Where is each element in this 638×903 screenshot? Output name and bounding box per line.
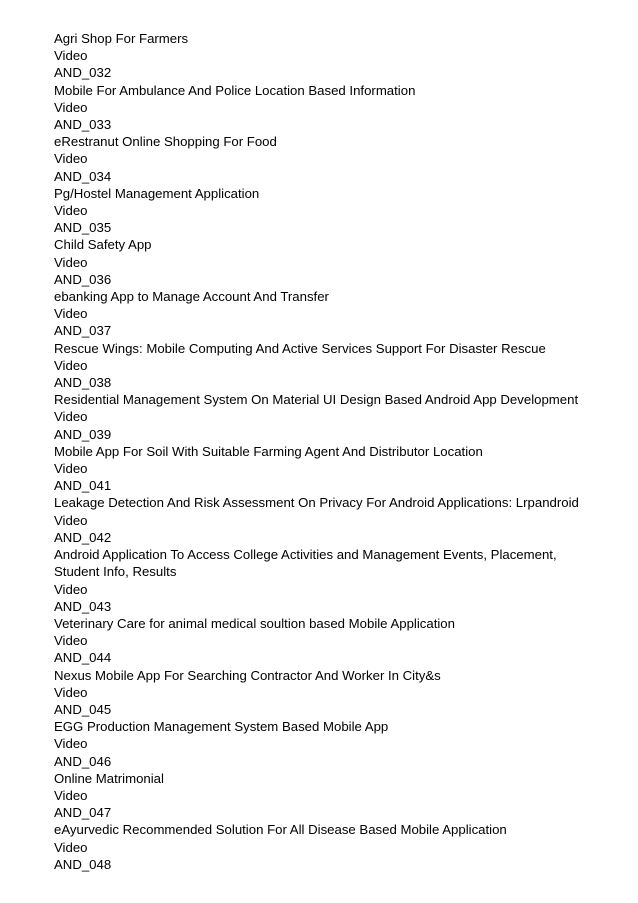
project-code: AND_045: [54, 701, 112, 717]
project-title: eAyurvedic Recommended Solution For All Disease Based Mobile Application: [54, 822, 507, 838]
project-title: Child Safety App: [54, 237, 152, 253]
project-code: AND_043: [54, 598, 112, 614]
video-link[interactable]: Video: [54, 409, 88, 425]
project-code: AND_042: [54, 529, 112, 545]
project-title: Android Application To Access College Activities and Management Events, Placement, Student Info, Results: [54, 547, 557, 580]
project-title: Rescue Wings: Mobile Computing And Active Services Support For Disaster Rescue: [54, 340, 546, 356]
project-code: AND_039: [54, 426, 112, 442]
project-code: AND_033: [54, 117, 112, 133]
project-title: Mobile App For Soil With Suitable Farming Agent And Distributor Location: [54, 443, 483, 459]
project-title: eRestranut Online Shopping For Food: [54, 134, 277, 150]
video-link[interactable]: Video: [54, 203, 88, 219]
project-code: AND_048: [54, 856, 112, 872]
project-code: AND_036: [54, 271, 112, 287]
project-title: Nexus Mobile App For Searching Contractor And Worker In City&s: [54, 667, 441, 683]
video-link[interactable]: Video: [54, 48, 88, 64]
project-title: ebanking App to Manage Account And Transfer: [54, 289, 329, 305]
video-link[interactable]: Video: [54, 99, 88, 115]
project-code: AND_032: [54, 65, 112, 81]
project-title: Residential Management System On Material UI Design Based Android App Development: [54, 392, 579, 408]
project-code: AND_046: [54, 753, 112, 769]
video-link[interactable]: Video: [54, 736, 88, 752]
project-code: AND_044: [54, 650, 112, 666]
document-page: [54, 30, 624, 873]
video-link[interactable]: Video: [54, 461, 88, 477]
video-link[interactable]: Video: [54, 787, 88, 803]
project-code: AND_047: [54, 805, 112, 821]
project-code: AND_035: [54, 220, 112, 236]
video-link[interactable]: Video: [54, 254, 88, 270]
video-link[interactable]: Video: [54, 839, 88, 855]
video-link[interactable]: Video: [54, 151, 88, 167]
project-title: Mobile For Ambulance And Police Location Based Information: [54, 82, 416, 98]
project-title: Online Matrimonial: [54, 770, 164, 786]
project-title: EGG Production Management System Based Mobile App: [54, 719, 389, 735]
video-link[interactable]: Video: [54, 512, 88, 528]
video-link[interactable]: Video: [54, 684, 88, 700]
project-code: AND_038: [54, 375, 112, 391]
project-code: AND_037: [54, 323, 112, 339]
video-link[interactable]: Video: [54, 306, 88, 322]
video-link[interactable]: Video: [54, 633, 88, 649]
project-code: AND_034: [54, 168, 112, 184]
project-title: Pg/Hostel Management Application: [54, 185, 260, 201]
video-link[interactable]: Video: [54, 581, 88, 597]
project-code: AND_041: [54, 478, 112, 494]
project-title: Agri Shop For Farmers: [54, 31, 189, 46]
project-title: Veterinary Care for animal medical soultion based Mobile Application: [54, 615, 455, 631]
project-title: Leakage Detection And Risk Assessment On Privacy For Android Applications: Lrpandroid: [54, 495, 579, 511]
video-link[interactable]: Video: [54, 357, 88, 373]
